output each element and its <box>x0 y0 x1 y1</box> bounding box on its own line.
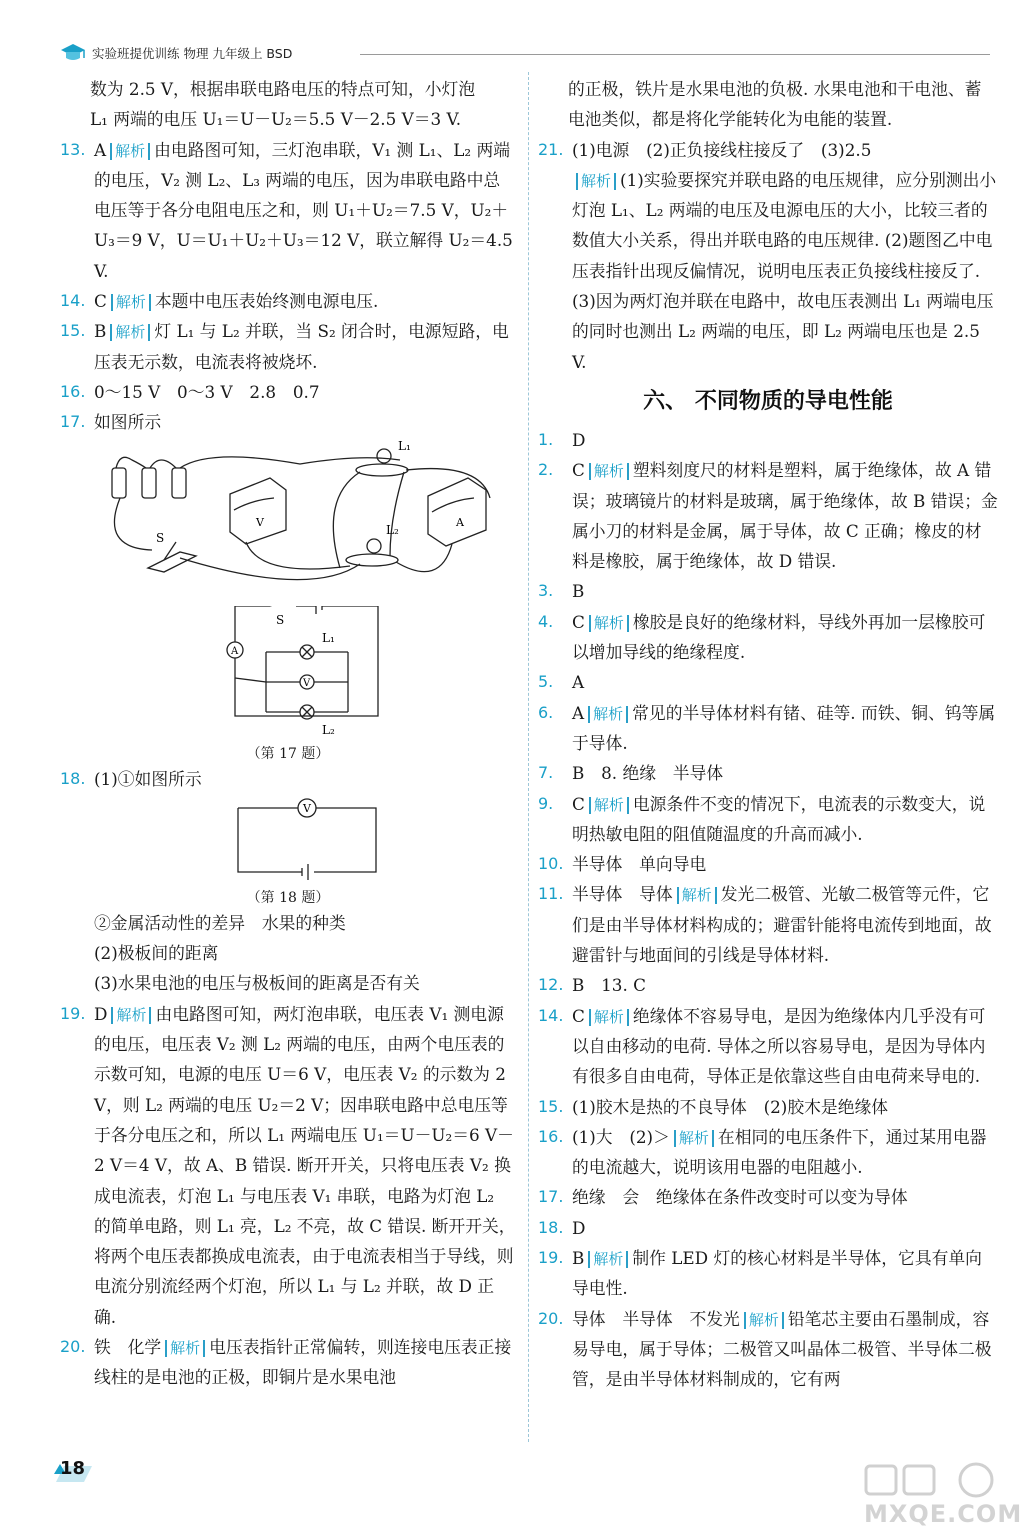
left-column <box>60 74 516 1393</box>
answer-14: 14. C 解析 本题中电压表始终测电源电压. <box>60 286 516 316</box>
page-footer <box>54 1458 94 1484</box>
analysis-tag: 解析 <box>110 143 150 160</box>
answer-20: 20. 铁 化学 解析 电压表指针正常偏转，则连接电压表正接线柱的是电池的正极，即铜片是水果电池 <box>60 1332 516 1393</box>
answer-19: 19. D 解析 由电路图可知，两灯泡串联，电压表 V₁ 测电源的电压，电压表 V₂ 测 L₂ 两端的电压，由两个电压表的示数可知，电源的电压 U＝6 V，电压表 V₂ 的示数为 2 V，则 L₂ 两端的电压 U₂＝2 V；因串联电路中总电压等于各分电压之和，所以 L₁ 两端电压 U₁＝U－U₂＝6 V－2 V＝4 V，故 A、B 错误. 断开开关，只将电压表 V₂ 换成电流表，灯泡 L₁ 与电压表 V₁ 串联，电路为灯泡 L₂ 的简单电路，则 L₁ 亮，L₂ 不亮，故 C 错误. 断开开关，将两个电压表都换成电流表，由于电流表相当于导线，则电流分别流经两个灯泡，所以 L₁ 与 L₂ 并联，故 D 正确. <box>60 999 516 1332</box>
schem-voltmeter-V: V <box>303 677 311 689</box>
answer-13: 13. A 解析 由电路图可知，三灯泡串联，V₁ 测 L₁、L₂ 两端的电压，V₂ 测 L₂、L₃ 两端的电压，因为串联电路中总电压等于各分电阻电压之和，则 U₁＋U₂＝7.5 V，U₂＋U₃＝9 V，U＝U₁＋U₂＋U₃＝12 V，联立解得 U₂＝4.5 V. <box>60 135 516 286</box>
section-answer-11: 11. 半导体 导体 解析 发光二极管、光敏二极管等元件，它们是由半导体材料构成的；避雷针能将电流传到地面，故避雷针与地面间的引线是导体材料. <box>538 879 998 970</box>
question-number: 11. <box>538 884 564 904</box>
book-logo-icon <box>60 42 86 64</box>
analysis-tag: 解析 <box>589 615 629 632</box>
q12-continuation: 数为 2.5 V，根据串联电路电压的特点可知，小灯泡 L₁ 两端的电压 U₁＝U－U₂＝5.5 V－2.5 V＝3 V. <box>90 79 476 130</box>
section-answer-16: 16. (1)大 (2)＞ 解析 在相同的电压条件下，通过某用电器的电流越大，说明该用电器的电阻越小. <box>538 1122 998 1183</box>
answer-21: 21. (1)电源 (2)正负接线柱接反了 (3)2.5 解析 (1)实验要探究并联电路的电压规律，应分别测出小灯泡 L₁、L₂ 两端的电压及电源电压的大小，比较三者的数值大小关系，得出并联电路的电压规律. (2)题图乙中电压表指针出现反偏情况，说明电压表正负接线柱接反了. (3)因为两灯泡并联在电路中，故电压表测出 L₁ 两端电压的同时也测出 L₂ 两端的电压，即 L₂ 两端电压也是 2.5 V. <box>538 135 998 377</box>
figure-18-circuit <box>60 794 516 888</box>
analysis-tag: 解析 <box>576 173 616 190</box>
question-number: 12. <box>538 975 564 995</box>
question-number: 9. <box>538 793 554 813</box>
analysis-tag: 解析 <box>744 1312 784 1329</box>
question-number: 20. <box>60 1337 86 1357</box>
analysis-tag: 解析 <box>589 797 629 814</box>
analysis-tag: 解析 <box>588 706 628 723</box>
question-number: 14. <box>60 291 86 311</box>
figure-17-caption: （第 17 题） <box>246 745 330 762</box>
fig17-meter-A: A <box>456 515 464 529</box>
header-title: 实验班提优训练 物理 九年级上 BSD <box>92 46 293 61</box>
section-answer-2: 2. C 解析 塑料刻度尺的材料是塑料，属于绝缘体，故 A 错误；玻璃镜片的材料是玻璃，属于绝缘体，故 B 错误；金属小刀的材料是金属，属于导体，故 C 正确；橡皮的材料是橡胶，属于绝缘体，故 D 错误. <box>538 455 998 576</box>
answer-18-b: ②金属活动性的差异 水果的种类 <box>94 912 346 933</box>
question-number: 16. <box>538 1126 564 1146</box>
section-answer-15: 15. (1)胶木是热的不良导体 (2)胶木是绝缘体 <box>538 1092 998 1122</box>
analysis-tag: 解析 <box>677 887 717 904</box>
fig17-label-L2: L₂ <box>386 522 399 537</box>
section-answer-6: 6. A 解析 常见的半导体材料有锗、硅等. 而铁、铜、钨等属于导体. <box>538 698 998 759</box>
question-number: 19. <box>538 1247 564 1267</box>
section-answer-18: 18. D <box>538 1213 998 1243</box>
figure-18 <box>60 794 516 908</box>
section-answer-14: 14. C 解析 绝缘体不容易导电，是因为绝缘体内几乎没有可以自由移动的电荷. 导体之所以容易导电，是因为导体内有很多自由电荷，导体正是依靠这些自由电荷来导电的. <box>538 1001 998 1092</box>
watermark-logo-icon <box>860 1460 1010 1500</box>
question-number: 1. <box>538 429 554 449</box>
section-answer-7-8: 7. B 8. 绝缘 半导体 <box>538 758 998 788</box>
answer-15: 15. B 解析 灯 L₁ 与 L₂ 并联，当 S₂ 闭合时，电源短路，电压表无示数，电流表将被烧坏. <box>60 316 516 377</box>
watermark-text: MXQE.COM <box>864 1500 1023 1528</box>
question-number: 17. <box>538 1187 564 1207</box>
analysis-tag: 解析 <box>674 1130 714 1147</box>
question-number: 5. <box>538 672 554 692</box>
section-answer-9: 9. C 解析 电源条件不变的情况下，电流表的示数变大，说明热敏电阻的阻值随温度的升高而减小. <box>538 789 998 850</box>
figure-17-schematic <box>60 606 516 764</box>
question-number: 21. <box>538 139 564 159</box>
section-answer-20: 20. 导体 半导体 不发光 解析 铅笔芯主要由石墨制成，容易导电，属于导体；二极管又叫晶体二极管、半导体二极管，是由半导体材料制成的，它有两 <box>538 1304 998 1395</box>
question-number: 18. <box>538 1217 564 1237</box>
schem-label-L1: L₁ <box>322 630 335 645</box>
section-answer-4: 4. C 解析 橡胶是良好的绝缘材料，导线外再加一层橡胶可以增加导线的绝缘程度. <box>538 607 998 668</box>
right-column <box>538 74 998 1394</box>
question-number: 13. <box>60 139 86 159</box>
question-number: 7. <box>538 763 554 783</box>
fig17-meter-V: V <box>256 515 264 529</box>
q20-continuation: 的正极，铁片是水果电池的负极. 水果电池和干电池、蓄电池类似，都是将化学能转化为电能的装置. <box>568 79 982 130</box>
section-answer-10: 10. 半导体 单向导电 <box>538 849 998 879</box>
analysis-tag: 解析 <box>589 463 629 480</box>
question-number: 4. <box>538 611 554 631</box>
section-answer-3: 3. B <box>538 576 998 606</box>
section-answer-5: 5. A <box>538 667 998 697</box>
question-number: 19. <box>60 1003 86 1023</box>
schem-label-L2: L₂ <box>322 722 335 737</box>
page-header <box>60 42 990 64</box>
section-title: 六、 不同物质的导电性能 <box>643 388 893 414</box>
fig18-voltmeter-V: V <box>303 801 311 815</box>
analysis-tag: 解析 <box>588 1251 628 1268</box>
answer-18: 18. (1)①如图所示 <box>60 764 516 794</box>
question-number: 17. <box>60 412 86 432</box>
question-number: 2. <box>538 460 554 480</box>
question-number: 10. <box>538 854 564 874</box>
question-number: 20. <box>538 1308 564 1328</box>
question-number: 14. <box>538 1005 564 1025</box>
analysis-tag: 解析 <box>589 1009 629 1026</box>
question-number: 16. <box>60 381 86 401</box>
physical-circuit-diagram <box>60 438 516 606</box>
schem-ammeter-A: A <box>231 645 239 657</box>
analysis-tag: 解析 <box>110 324 150 341</box>
analysis-tag: 解析 <box>111 1007 151 1024</box>
analysis-tag: 解析 <box>111 294 151 311</box>
schematic-circuit-diagram <box>60 606 516 744</box>
fig17-label-S: S <box>156 530 165 545</box>
header-rule <box>360 54 990 55</box>
section-answer-17: 17. 绝缘 会 绝缘体在条件改变时可以变为导体 <box>538 1182 998 1212</box>
question-number: 15. <box>538 1096 564 1116</box>
answer-18-c: (2)极板间的距离 <box>94 943 219 964</box>
question-number: 6. <box>538 702 554 722</box>
question-number: 15. <box>60 321 86 341</box>
section-answer-1: 1. D <box>538 425 998 455</box>
question-number: 3. <box>538 581 554 601</box>
answer-16: 16. 0～15 V 0～3 V 2.8 0.7 <box>60 377 516 407</box>
analysis-tag: 解析 <box>165 1340 205 1357</box>
page-number: 18 <box>60 1458 86 1479</box>
answer-17: 17. 如图所示 <box>60 407 516 437</box>
section-answer-19: 19. B 解析 制作 LED 灯的核心材料是半导体，它具有单向导电性. <box>538 1243 998 1304</box>
figure-18-caption: （第 18 题） <box>246 889 330 906</box>
section-answer-12-13: 12. B 13. C <box>538 970 998 1000</box>
schem-label-S: S <box>276 612 285 627</box>
fig17-label-L1: L₁ <box>398 438 411 453</box>
figure-17-physical <box>60 438 516 606</box>
column-divider <box>528 72 529 1442</box>
watermark <box>860 1460 1025 1532</box>
question-number: 18. <box>60 768 86 788</box>
answer-18-d: (3)水果电池的电压与极板间的距离是否有关 <box>94 973 420 994</box>
